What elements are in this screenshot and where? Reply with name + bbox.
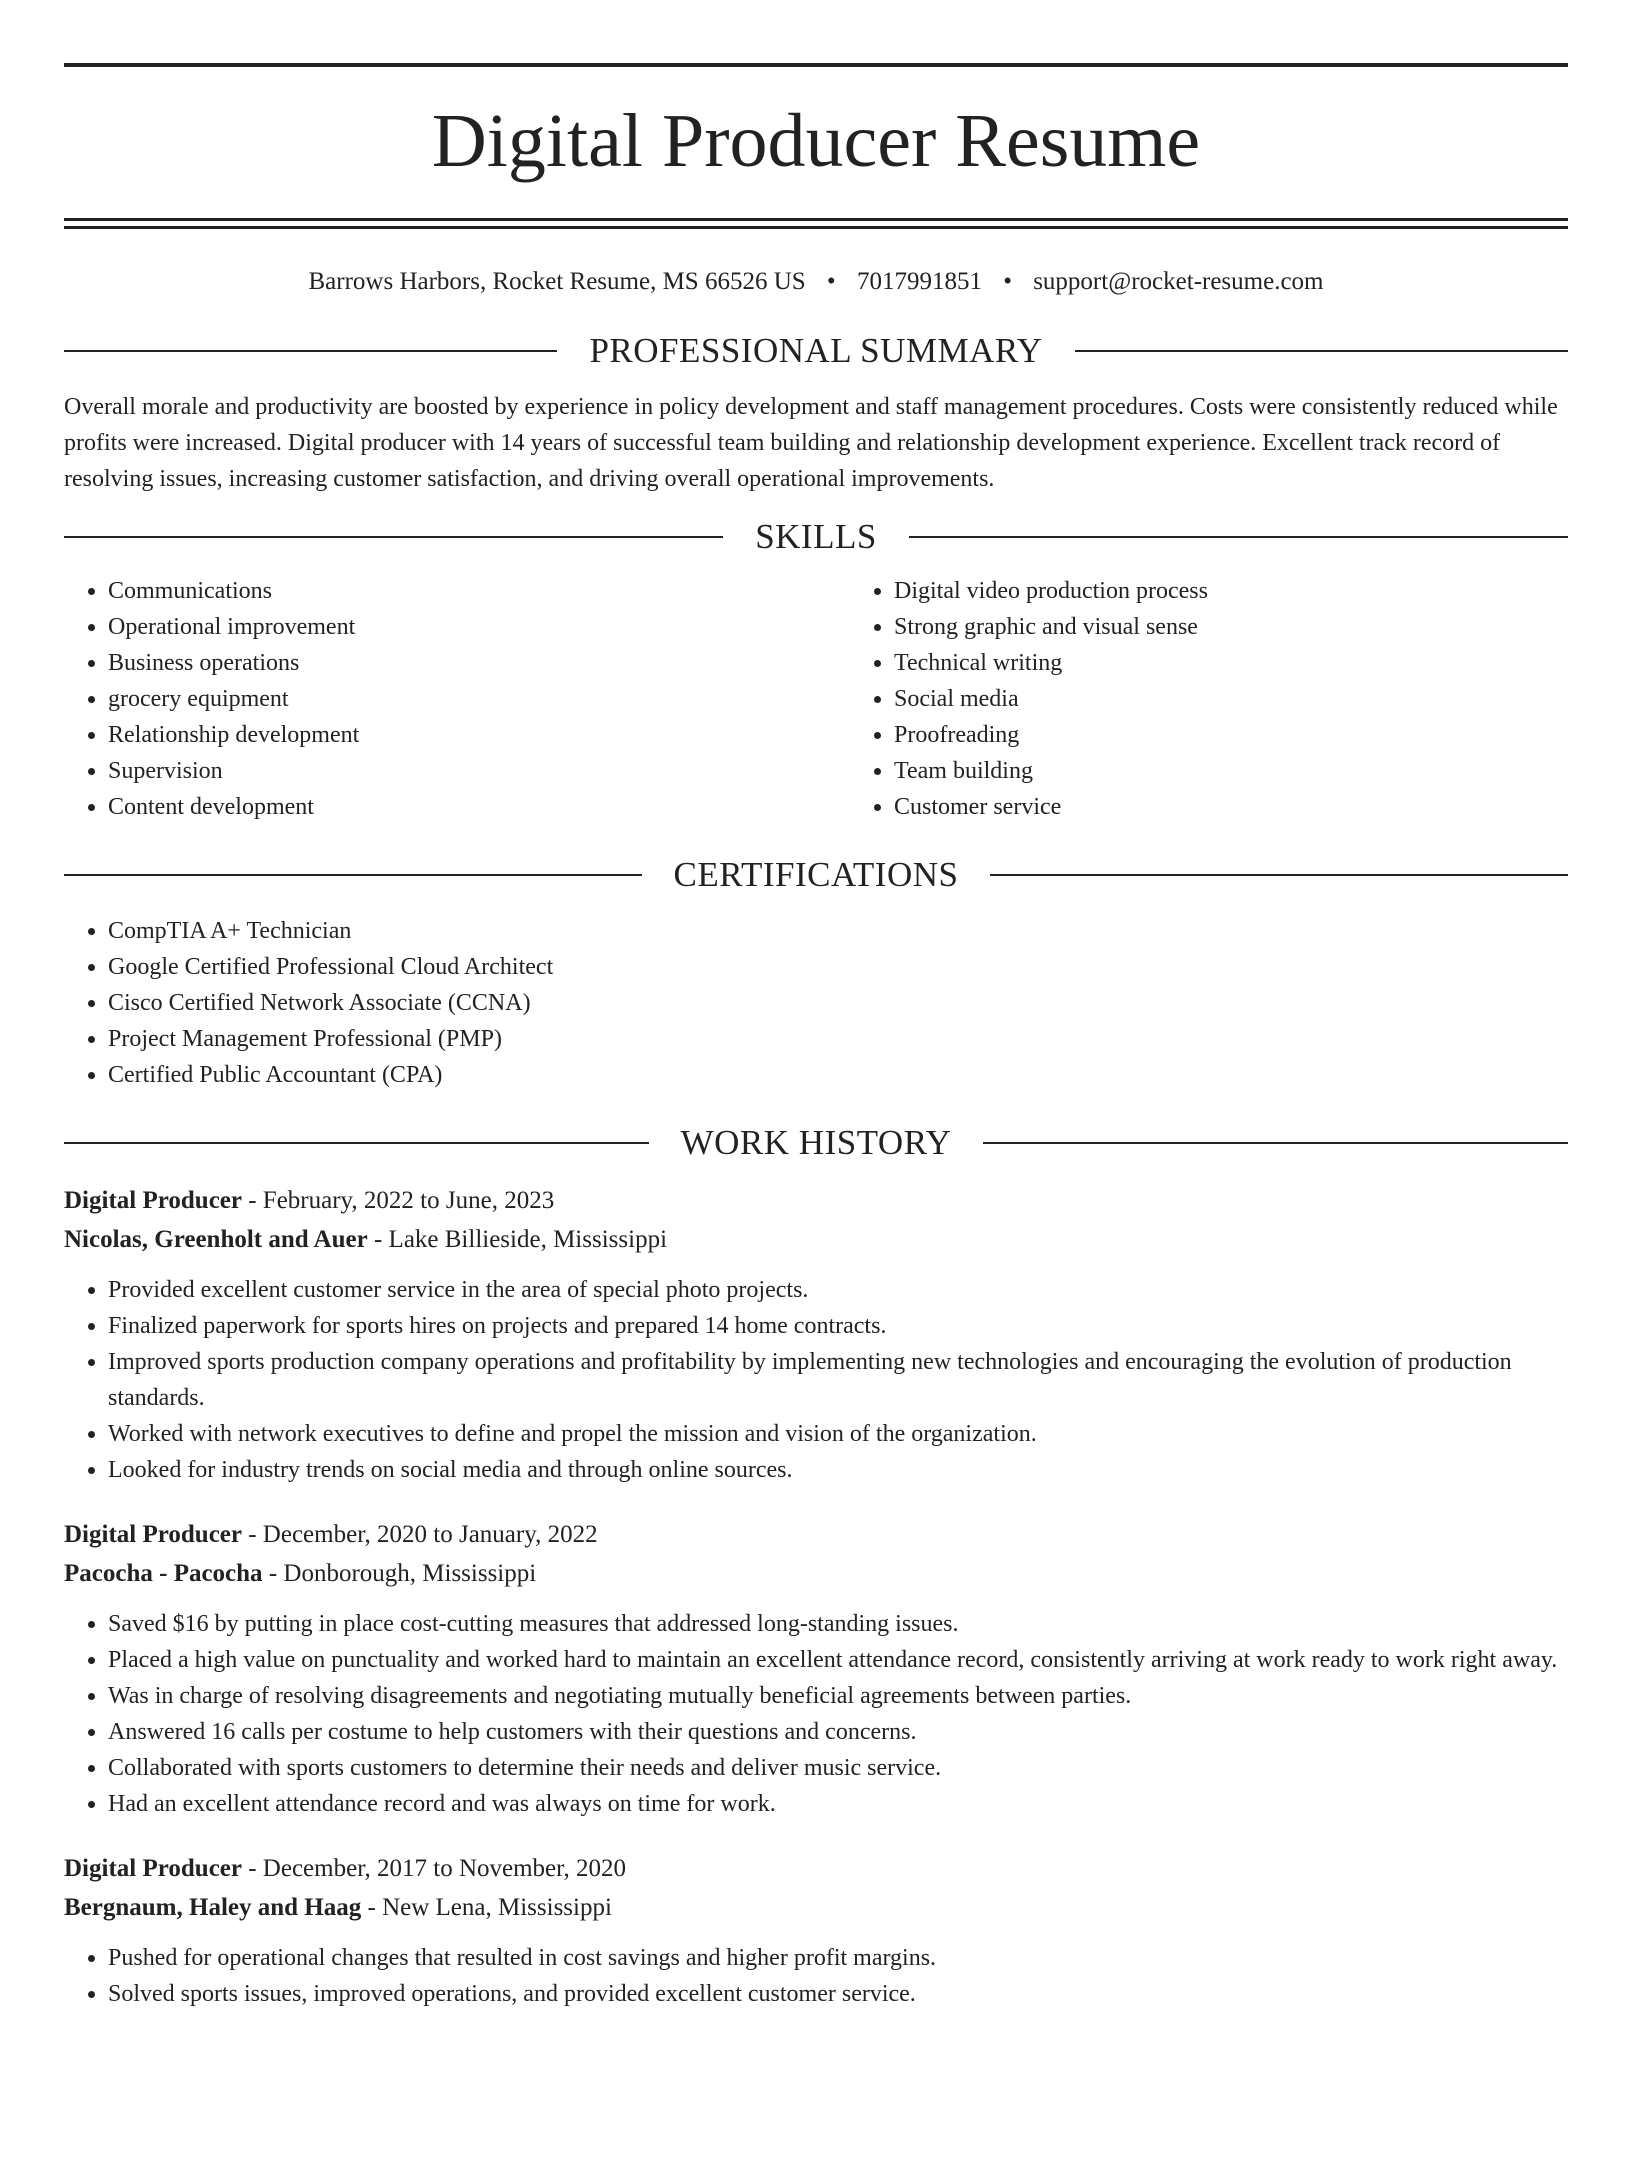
skill-item: • Operational improvement	[108, 609, 850, 645]
skill-item: • Strong graphic and visual sense	[894, 609, 1632, 645]
job-header	[64, 1515, 1568, 1593]
job-duty: • Looked for industry trends on social media and through online sources.	[108, 1452, 1568, 1488]
job-duty: • Pushed for operational changes that resulted in cost savings and higher profit margins.	[108, 1940, 1568, 1976]
title-double-rule	[64, 218, 1568, 229]
skills-left-column	[64, 573, 850, 825]
skill-item: • grocery equipment	[108, 681, 850, 717]
heading-rule	[64, 536, 723, 538]
job-dates: - December, 2017 to November, 2020	[241, 1855, 626, 1882]
contact-line	[64, 267, 1568, 297]
job-entry	[64, 1515, 1568, 1822]
job-title-line	[64, 1181, 1568, 1220]
job-duty: • Improved sports production company operations and profitability by implementing new technologies and encouraging the evolution of production standards.	[108, 1344, 1568, 1416]
skill-item: • Supervision	[108, 753, 850, 789]
skill-item: • Communications	[108, 573, 850, 609]
job-role: Digital Producer	[64, 1187, 242, 1214]
summary-title: PROFESSIONAL SUMMARY	[589, 331, 1043, 370]
contact-separator: •	[826, 268, 836, 295]
work-history-title: WORK HISTORY	[680, 1123, 952, 1162]
job-role: Digital Producer	[64, 1521, 242, 1548]
certifications-list	[64, 913, 1568, 1093]
certification-item: • Certified Public Accountant (CPA)	[108, 1057, 1568, 1093]
job-duty: • Was in charge of resolving disagreements and negotiating mutually beneficial agreements between parties.	[108, 1678, 1568, 1714]
certification-item: • CompTIA A+ Technician	[108, 913, 1568, 949]
skill-item: • Technical writing	[894, 645, 1632, 681]
heading-rule	[64, 874, 642, 876]
job-location: - Donborough, Mississippi	[262, 1560, 537, 1587]
job-duty: • Worked with network executives to define and propel the mission and vision of the organization.	[108, 1416, 1568, 1452]
summary-text: Overall morale and productivity are boosted by experience in policy development and staff management procedures. Costs were consistently reduced while profits were increased. Digital producer with 14 years of successful team building and relationship development experience. Excellent track record of resolving issues, increasing customer satisfaction, and driving overall operational improvements.	[64, 394, 1558, 492]
contact-email: support@rocket-resume.com	[1033, 268, 1324, 295]
job-duties	[64, 1272, 1568, 1488]
job-company: Nicolas, Greenholt and Auer	[64, 1226, 368, 1253]
job-entry	[64, 1181, 1568, 1488]
certification-item: • Project Management Professional (PMP)	[108, 1021, 1568, 1057]
job-duty: • Placed a high value on punctuality and worked hard to maintain an excellent attendance record, consistently arriving at work ready to work right away.	[108, 1642, 1568, 1678]
skill-item: • Relationship development	[108, 717, 850, 753]
job-duty: • Answered 16 calls per costume to help customers with their questions and concerns.	[108, 1714, 1568, 1750]
heading-rule	[64, 1142, 649, 1144]
skill-item: • Customer service	[894, 789, 1632, 825]
contact-address: Barrows Harbors, Rocket Resume, MS 66526 US	[308, 268, 806, 295]
job-duty: • Provided excellent customer service in the area of special photo projects.	[108, 1272, 1568, 1308]
skills-list	[64, 573, 1568, 825]
certifications-heading	[64, 855, 1568, 895]
job-duty: • Solved sports issues, improved operations, and provided excellent customer service.	[108, 1976, 1568, 2012]
job-header	[64, 1849, 1568, 1927]
job-header	[64, 1181, 1568, 1259]
certification-item: • Cisco Certified Network Associate (CCNA)	[108, 985, 1568, 1021]
work-history-heading	[64, 1123, 1568, 1163]
summary-heading	[64, 331, 1568, 371]
contact-separator: •	[1003, 268, 1012, 295]
skills-title: SKILLS	[755, 517, 877, 556]
heading-rule	[909, 536, 1568, 538]
job-company: Pacocha - Pacocha	[64, 1560, 263, 1587]
job-location: - New Lena, Mississippi	[361, 1894, 612, 1921]
job-dates: - February, 2022 to June, 2023	[241, 1187, 555, 1214]
job-title-line	[64, 1515, 1568, 1554]
skills-heading	[64, 517, 1568, 557]
job-title-line	[64, 1849, 1568, 1888]
job-duty: • Collaborated with sports customers to determine their needs and deliver music service.	[108, 1750, 1568, 1786]
job-company: Bergnaum, Haley and Haag	[64, 1894, 362, 1921]
job-duties	[64, 1606, 1568, 1822]
skill-item: • Team building	[894, 753, 1632, 789]
job-company-line	[64, 1220, 1568, 1259]
skill-item: • Proofreading	[894, 717, 1632, 753]
heading-rule	[1075, 350, 1568, 352]
resume-title: Digital Producer Resume	[431, 99, 1201, 183]
top-rule	[64, 63, 1568, 67]
job-entry	[64, 1849, 1568, 2012]
certification-item: • Google Certified Professional Cloud Architect	[108, 949, 1568, 985]
skill-item: • Digital video production process	[894, 573, 1632, 609]
skill-item: • Business operations	[108, 645, 850, 681]
job-duty: • Had an excellent attendance record and was always on time for work.	[108, 1786, 1568, 1822]
skill-item: • Social media	[894, 681, 1632, 717]
job-role: Digital Producer	[64, 1855, 242, 1882]
job-duty: • Finalized paperwork for sports hires on projects and prepared 14 home contracts.	[108, 1308, 1568, 1344]
certifications-title: CERTIFICATIONS	[673, 855, 959, 894]
job-duties	[64, 1940, 1568, 2012]
contact-phone: 7017991851	[856, 268, 982, 295]
job-duty: • Saved $16 by putting in place cost-cutting measures that addressed long-standing issues.	[108, 1606, 1568, 1642]
resume-page	[64, 63, 1568, 2012]
heading-rule	[983, 1142, 1568, 1144]
job-company-line	[64, 1888, 1568, 1927]
skill-item: • Content development	[108, 789, 850, 825]
job-location: - Lake Billieside, Mississippi	[367, 1226, 668, 1253]
heading-rule	[990, 874, 1568, 876]
heading-rule	[64, 350, 557, 352]
job-dates: - December, 2020 to January, 2022	[241, 1521, 598, 1548]
job-company-line	[64, 1554, 1568, 1593]
skills-right-column	[850, 573, 1632, 825]
